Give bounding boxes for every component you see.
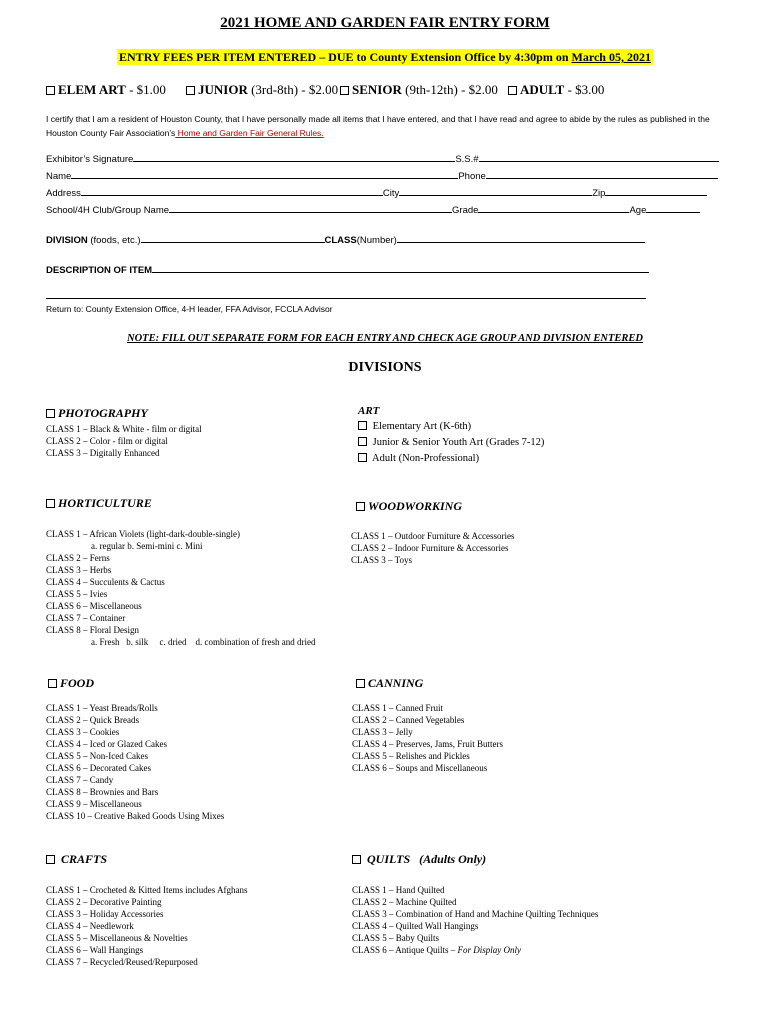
list-item: CLASS 1 – Outdoor Furniture & Accessories — [351, 531, 515, 541]
school-row: School/4H Club/Group Name Grade Age — [46, 204, 700, 216]
name-row: Name Phone — [46, 170, 718, 182]
grade-field[interactable] — [478, 204, 629, 213]
checkbox-icon[interactable] — [46, 499, 55, 508]
list-item: CLASS 7 – Recycled/Reused/Repurposed — [46, 957, 198, 967]
canning-classes — [352, 702, 503, 774]
list-item: CLASS 2 – Decorative Painting — [46, 897, 162, 907]
canning-division[interactable]: CANNING — [356, 676, 423, 691]
horticulture-classes — [46, 528, 315, 648]
fees-due-date: March 05, 2021 — [571, 50, 651, 64]
checkbox-icon[interactable] — [356, 502, 365, 511]
list-item: CLASS 3 – Digitally Enhanced — [46, 448, 160, 458]
list-item: CLASS 6 – Decorated Cakes — [46, 763, 151, 773]
woodworking-classes — [351, 530, 515, 566]
list-item: CLASS 1 – African Violets (light-dark-double-single) — [46, 529, 241, 539]
division-label: DIVISION — [46, 235, 88, 246]
list-item: CLASS 2 – Ferns — [46, 553, 110, 563]
checkbox-icon[interactable] — [48, 679, 57, 688]
list-item: CLASS 5 – Ivies — [46, 589, 108, 599]
crafts-classes — [46, 884, 247, 968]
list-item: CLASS 3 – Herbs — [46, 565, 112, 575]
quilts-division[interactable]: QUILTS (Adults Only) — [352, 852, 486, 867]
list-item: CLASS 3 – Holiday Accessories — [46, 909, 164, 919]
age-group-elem-art[interactable]: ELEM ART - $1.00 — [46, 82, 166, 98]
horticulture-division[interactable]: HORTICULTURE — [46, 496, 152, 511]
list-item: CLASS 2 – Quick Breads — [46, 715, 139, 725]
checkbox-icon[interactable] — [358, 421, 367, 430]
list-item: CLASS 4 – Quilted Wall Hangings — [352, 921, 479, 931]
general-rules-link[interactable]: Home and Garden Fair General Rules. — [175, 128, 324, 138]
name-field[interactable] — [71, 170, 458, 179]
list-item: CLASS 9 – Miscellaneous — [46, 799, 142, 809]
food-division[interactable]: FOOD — [48, 676, 94, 691]
address-row: Address City Zip — [46, 187, 707, 199]
city-field[interactable] — [399, 187, 592, 196]
display-only-note: For Display Only — [457, 945, 522, 955]
age-group-senior[interactable]: SENIOR (9th-12th) - $2.00 — [340, 82, 498, 98]
list-item: CLASS 7 – Candy — [46, 775, 114, 785]
age-group-junior[interactable]: JUNIOR (3rd-8th) - $2.00 — [186, 82, 338, 98]
food-classes — [46, 702, 224, 822]
art-options — [358, 419, 544, 467]
list-item: CLASS 3 – Toys — [351, 555, 412, 565]
checkbox-icon[interactable] — [356, 679, 365, 688]
list-item: CLASS 2 – Canned Vegetables — [352, 715, 465, 725]
division-row: DIVISION (foods, etc.) CLASS(Number) — [46, 234, 645, 246]
phone-field[interactable] — [486, 170, 718, 179]
return-to: Return to: County Extension Office, 4-H leader, FFA Advisor, FCCLA Advisor — [46, 304, 333, 314]
checkbox-icon[interactable] — [508, 86, 517, 95]
checkbox-icon[interactable] — [186, 86, 195, 95]
divisions-heading: DIVISIONS — [348, 360, 422, 375]
list-item: CLASS 3 – Cookies — [46, 727, 120, 737]
form-title: 2021 HOME AND GARDEN FAIR ENTRY FORM — [220, 15, 550, 31]
list-item: CLASS 6 – Soups and Miscellaneous — [352, 763, 488, 773]
checkbox-icon[interactable] — [46, 409, 55, 418]
list-item: CLASS 1 – Yeast Breads/Rolls — [46, 703, 158, 713]
list-item: CLASS 4 – Preserves, Jams, Fruit Butters — [352, 739, 504, 749]
list-item: CLASS 1 – Hand Quilted — [352, 885, 445, 895]
list-item: CLASS 7 – Container — [46, 613, 126, 623]
list-item: CLASS 4 – Needlework — [46, 921, 134, 931]
list-item: CLASS 3 – Combination of Hand and Machine Quilting Techniques — [352, 909, 599, 919]
age-group-adult[interactable]: ADULT - $3.00 — [508, 82, 604, 98]
description-field[interactable] — [152, 264, 649, 273]
description-label: DESCRIPTION OF ITEM — [46, 265, 153, 276]
art-option-elementary[interactable]: Elementary Art (K-6th) — [358, 419, 544, 435]
list-item: CLASS 2 – Color - film or digital — [46, 436, 168, 446]
art-option-youth[interactable]: Junior & Senior Youth Art (Grades 7-12) — [358, 435, 544, 451]
list-item: CLASS 8 – Floral Design — [46, 625, 140, 635]
quilts-classes — [352, 884, 598, 956]
school-field[interactable] — [169, 204, 452, 213]
art-option-adult[interactable]: Adult (Non-Professional) — [358, 451, 544, 467]
art-division-title: ART — [358, 405, 380, 417]
fees-text: ENTRY FEES PER ITEM ENTERED – DUE to County Extension Office by 4:30pm on — [119, 50, 572, 64]
crafts-division[interactable]: CRAFTS — [46, 852, 107, 867]
list-item: CLASS 6 – Miscellaneous — [46, 601, 142, 611]
ssn-field[interactable] — [479, 153, 719, 162]
description-line-2[interactable] — [46, 298, 646, 299]
list-item: CLASS 1 – Canned Fruit — [352, 703, 444, 713]
certification-statement: I certify that I am a resident of Houston County, that I have personally made all items that I have entered, and that I have read and agree to abide by the rules as published in the Houston County Fair Association’s Home and Garden Fair General Rules. — [46, 114, 710, 138]
list-item: CLASS 4 – Iced or Glazed Cakes — [46, 739, 167, 749]
list-item: CLASS 5 – Non-Iced Cakes — [46, 751, 148, 761]
checkbox-icon[interactable] — [46, 855, 55, 864]
description-row — [46, 264, 649, 276]
age-field[interactable] — [646, 204, 700, 213]
checkbox-icon[interactable] — [358, 453, 367, 462]
checkbox-icon[interactable] — [340, 86, 349, 95]
list-item: CLASS 5 – Baby Quilts — [352, 933, 440, 943]
list-item: CLASS 8 – Brownies and Bars — [46, 787, 159, 797]
signature-field[interactable] — [133, 153, 455, 162]
photography-division[interactable]: PHOTOGRAPHY — [46, 406, 148, 421]
division-field[interactable] — [141, 234, 325, 243]
woodworking-division[interactable]: WOODWORKING — [356, 499, 462, 514]
list-item: CLASS 4 – Succulents & Cactus — [46, 577, 165, 587]
list-item: a. Fresh b. silk c. dried d. combination of fresh and dried — [91, 637, 316, 647]
list-item: CLASS 1 – Black & White - film or digital — [46, 424, 202, 434]
list-item: CLASS 2 – Indoor Furniture & Accessories — [351, 543, 509, 553]
list-item: CLASS 6 – Wall Hangings — [46, 945, 144, 955]
signature-row: Exhibitor’s Signature S.S.# — [46, 153, 719, 165]
class-field[interactable] — [397, 234, 645, 243]
photography-classes — [46, 423, 202, 459]
class-label: CLASS — [324, 235, 357, 246]
list-item: CLASS 6 – Antique Quilts – For Display Only — [352, 945, 522, 955]
list-item: CLASS 5 – Relishes and Pickles — [352, 751, 470, 761]
list-item: CLASS 10 – Creative Baked Goods Using Mixes — [46, 811, 225, 821]
separate-form-note: NOTE: FILL OUT SEPARATE FORM FOR EACH ENTRY AND CHECK AGE GROUP AND DIVISION ENTERED — [127, 333, 643, 344]
list-item: CLASS 3 – Jelly — [352, 727, 413, 737]
zip-field[interactable] — [605, 187, 707, 196]
checkbox-icon[interactable] — [352, 855, 361, 864]
address-field[interactable] — [81, 187, 383, 196]
checkbox-icon[interactable] — [46, 86, 55, 95]
list-item: a. regular b. Semi-mini c. Mini — [91, 541, 203, 551]
entry-fees-banner — [0, 48, 770, 66]
list-item: CLASS 5 – Miscellaneous & Novelties — [46, 933, 188, 943]
list-item: CLASS 2 – Machine Quilted — [352, 897, 457, 907]
checkbox-icon[interactable] — [358, 437, 367, 446]
list-item: CLASS 1 – Crocheted & Kitted Items includes Afghans — [46, 885, 248, 895]
